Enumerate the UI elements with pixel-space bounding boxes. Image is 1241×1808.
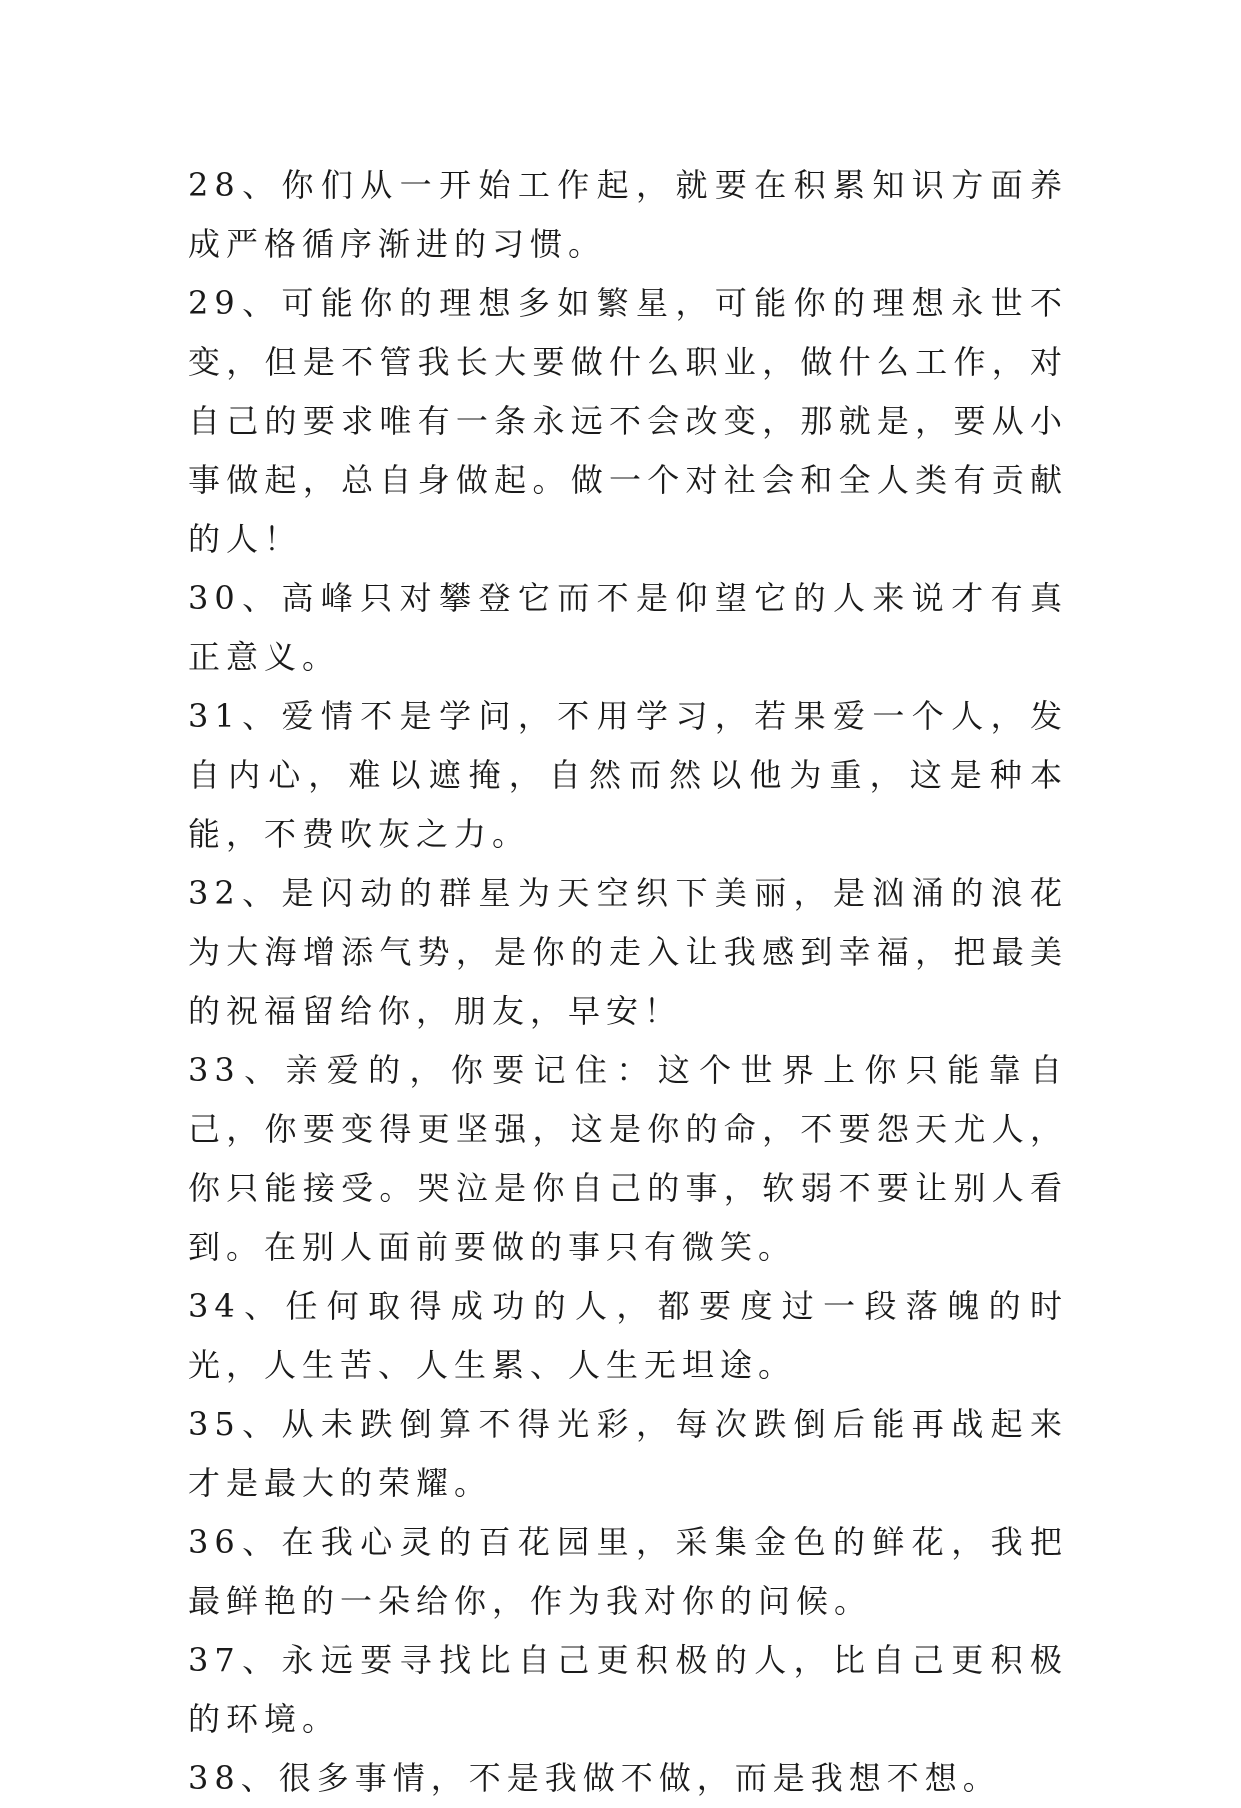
- document-body: [188, 156, 1068, 1808]
- quote-entry-31: 31、爱情不是学问，不用学习，若果爱一个人，发自内心，难以遮掩，自然而然以他为重，这是种本能，不费吹灰之力。: [188, 697, 1068, 853]
- quote-entry-30: 30、高峰只对攀登它而不是仰望它的人来说才有真正意义。: [188, 579, 1068, 676]
- quote-entry-28: 28、你们从一开始工作起，就要在积累知识方面养成严格循序渐进的习惯。: [188, 166, 1068, 263]
- quote-entry-32: 32、是闪动的群星为天空织下美丽，是汹涌的浪花为大海增添气势，是你的走入让我感到幸福，把最美的祝福留给你，朋友，早安！: [188, 874, 1068, 1030]
- quote-entry-34: 34、任何取得成功的人，都要度过一段落魄的时光，人生苦、人生累、人生无坦途。: [188, 1287, 1068, 1384]
- quote-entry-38: 38、很多事情，不是我做不做，而是我想不想。: [188, 1759, 1001, 1797]
- quote-entry-36: 36、在我心灵的百花园里，采集金色的鲜花，我把最鲜艳的一朵给你，作为我对你的问候。: [188, 1523, 1068, 1620]
- quote-entry-33: 33、亲爱的，你要记住：这个世界上你只能靠自己，你要变得更坚强，这是你的命，不要怨天尤人，你只能接受。哭泣是你自己的事，软弱不要让别人看到。在别人面前要做的事只有微笑。: [188, 1051, 1068, 1266]
- quote-entry-37: 37、永远要寻找比自己更积极的人，比自己更积极的环境。: [188, 1641, 1068, 1738]
- quote-entry-29: 29、可能你的理想多如繁星，可能你的理想永世不变，但是不管我长大要做什么职业，做什么工作，对自己的要求唯有一条永远不会改变，那就是，要从小事做起，总自身做起。做一个对社会和全人类有贡献的人！: [188, 284, 1068, 558]
- quote-entry-35: 35、从未跌倒算不得光彩，每次跌倒后能再战起来才是最大的荣耀。: [188, 1405, 1068, 1502]
